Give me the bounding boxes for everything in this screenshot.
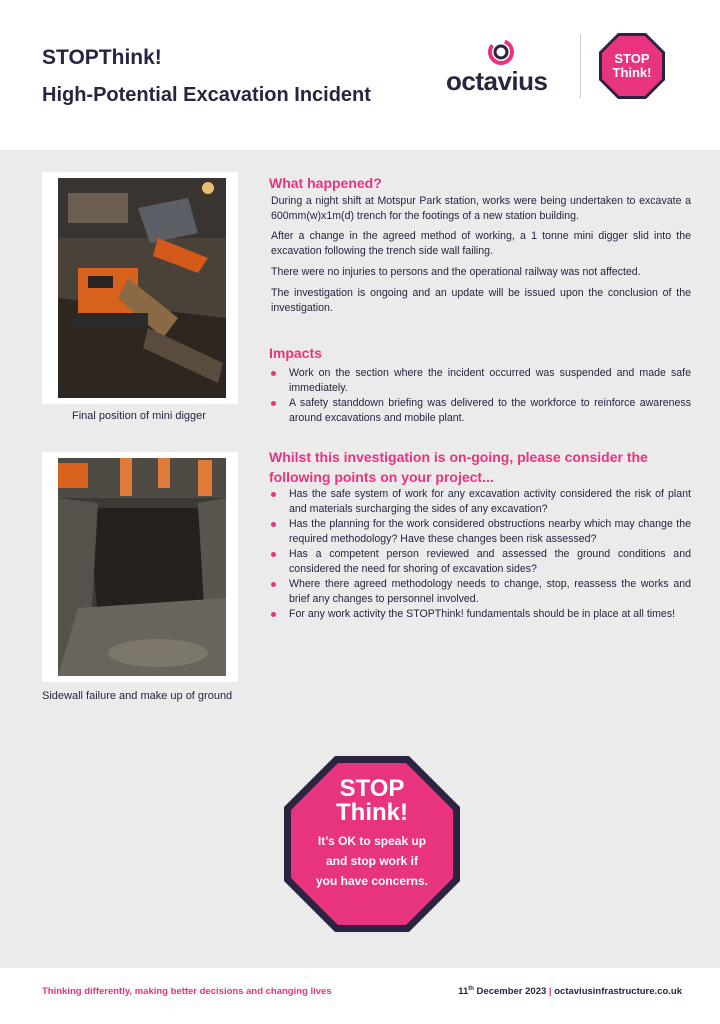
sign-think-text: Think! xyxy=(336,799,408,826)
badge-think-text: Think! xyxy=(612,65,652,80)
footer-tagline: Thinking differently, making better decisions and changing lives xyxy=(42,986,332,997)
consider-heading-line1: Whilst this investigation is on-going, please consider the xyxy=(269,449,648,465)
list-item: Has the safe system of work for any excavation activity considered the risk of plant and materials surcharging the sides of any excavation? xyxy=(269,487,691,517)
impacts-list xyxy=(269,366,691,426)
consider-list xyxy=(269,487,691,622)
what-happened-heading: What happened? xyxy=(269,175,382,191)
what-happened-para-2: After a change in the agreed method of working, a 1 tonne mini digger slid into the excavation following the trench side wall failing. xyxy=(271,230,691,257)
list-item: Work on the section where the incident occurred was suspended and made safe immediately. xyxy=(269,366,691,396)
mini-digger-image xyxy=(58,178,226,398)
footer-separator: | xyxy=(548,986,552,998)
list-item: Has the planning for the work considered obstructions nearby which may change the required methodology? Have these changes been risk assessed? xyxy=(269,517,691,547)
page-subtitle: High-Potential Excavation Incident xyxy=(42,84,371,106)
photo1-caption: Final position of mini digger xyxy=(72,410,206,422)
impacts-heading: Impacts xyxy=(269,345,322,361)
photo-sidewall xyxy=(42,452,238,682)
list-item: Has a competent person reviewed and assessed the ground conditions and considered the need for shoring of excavation sides? xyxy=(269,547,691,577)
list-item: A safety standdown briefing was delivered to the workforce to reinforce awareness around excavations and mobile plant. xyxy=(269,396,691,426)
what-happened-para-1: During a night shift at Motspur Park station, works were being undertaken to excavate a 600mm(w)x1m(d) trench for the footings of a new station building. xyxy=(271,195,691,222)
sign-stop-text: STOP xyxy=(339,775,405,802)
header-divider xyxy=(580,34,581,98)
sign-line-3: you have concerns. xyxy=(315,874,429,888)
footer-date-rest: December 2023 xyxy=(473,986,547,998)
photo2-caption: Sidewall failure and make up of ground xyxy=(42,690,233,702)
sign-line-1: It’s OK to speak up xyxy=(317,834,427,848)
what-happened-para-3: There were no injuries to persons and the operational railway was not affected. xyxy=(271,266,641,278)
octavius-logo-ring-icon xyxy=(486,37,516,67)
stop-think-sign xyxy=(282,754,462,934)
footer-date-sup: th xyxy=(468,986,474,992)
octavius-logo-text: octavius xyxy=(446,66,548,96)
list-item: For any work activity the STOPThink! fundamentals should be in place at all times! xyxy=(269,607,691,622)
page-title: STOPThink! xyxy=(42,46,162,69)
footer-website-link[interactable]: octaviusinfrastructure.co.uk xyxy=(554,986,682,998)
consider-heading-line2: following points on your project... xyxy=(269,469,494,485)
sign-line-2: and stop work if xyxy=(325,854,419,868)
photo-mini-digger xyxy=(42,172,238,404)
stop-think-badge xyxy=(598,32,666,100)
what-happened-para-4: The investigation is ongoing and an update will be issued upon the conclusion of the investigation. xyxy=(271,287,691,314)
sidewall-image xyxy=(58,458,226,676)
badge-stop-text: STOP xyxy=(614,51,650,66)
list-item: Where there agreed methodology needs to change, stop, reassess the works and brief any changes to personnel involved. xyxy=(269,577,691,607)
footer-info xyxy=(458,986,682,997)
footer-date-day: 11 xyxy=(458,986,469,998)
